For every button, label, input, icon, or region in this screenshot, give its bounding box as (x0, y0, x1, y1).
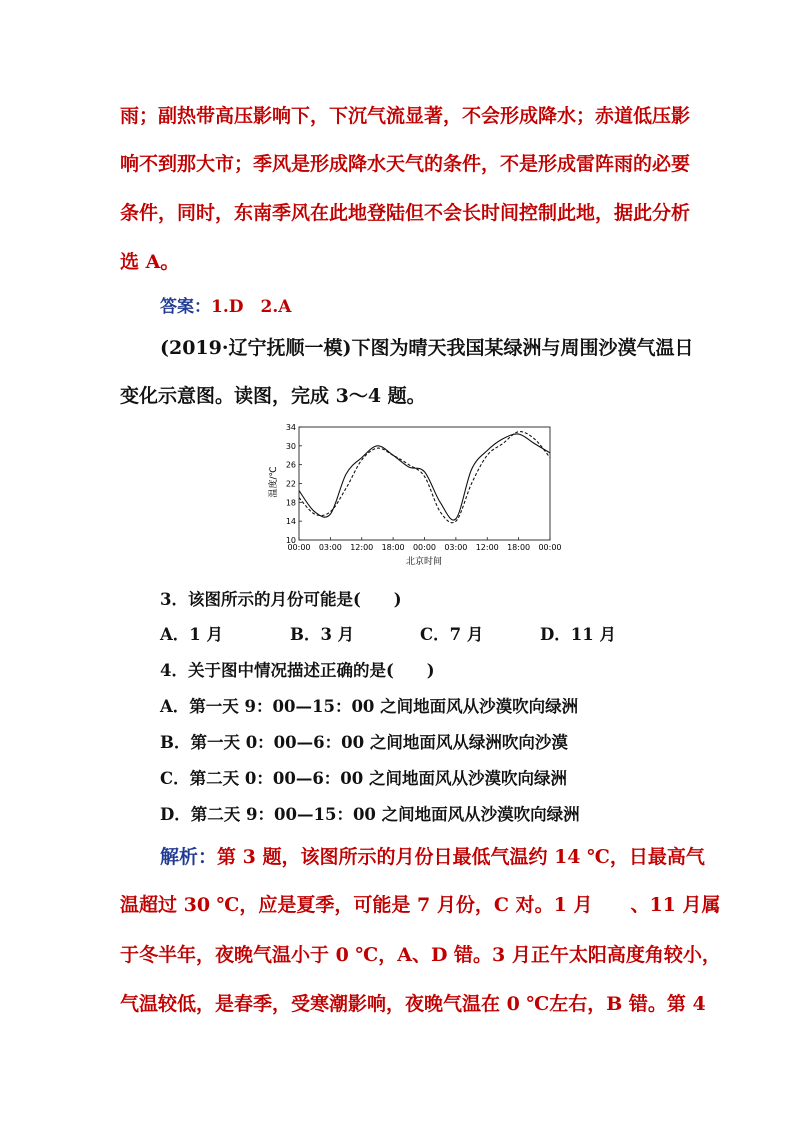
series-dashed-line (299, 432, 550, 523)
q3-option-c: C．7 月 (420, 625, 484, 644)
x-tick-label: 03:00 (444, 543, 468, 552)
q3-stem: 3．该图所示的月份可能是( ) (160, 590, 402, 609)
q3-option-a: A．1 月 (160, 625, 224, 644)
y-tick-label: 30 (285, 441, 296, 451)
intro-line-2: 变化示意图。读图，完成 3～4 题。 (120, 385, 426, 407)
analysis-prev-line-2: 响不到那大市；季风是形成降水天气的条件，不是形成雷阵雨的必要 (120, 153, 691, 175)
y-tick-label: 14 (285, 517, 296, 527)
chart-axes (286, 423, 562, 552)
analysis-prev-line-1: 雨；副热带高压影响下，下沉气流显著，不会形成降水；赤道低压影 (120, 105, 691, 127)
x-tick-label: 18:00 (507, 543, 531, 552)
plot-frame (299, 427, 550, 540)
q3-option-b: B．3 月 (290, 625, 355, 644)
answer-label: 答案： (160, 297, 211, 317)
y-tick-label: 34 (285, 423, 296, 432)
analysis-text-1: 第 3 题，该图所示的月份日最低气温约 14 ℃，日最高气 (217, 846, 705, 868)
x-tick-label: 00:00 (287, 543, 311, 552)
x-axis-label: 北京时间 (405, 557, 443, 567)
analysis-prev-line-4: 选 A。 (120, 251, 180, 273)
analysis-line-2: 温超过 30 ℃，应是夏季，可能是 7 月份，C 对。1 月 、11 月属 (120, 894, 721, 916)
analysis-line-4: 气温较低，是春季，受寒潮影响，夜晚气温在 0 ℃左右，B 错。第 4 (120, 993, 706, 1015)
analysis-line-1 (160, 842, 705, 869)
intro-line-1: (2019·辽宁抚顺一模)下图为晴天我国某绿洲与周围沙漠气温日 (160, 337, 694, 359)
y-tick-label: 18 (285, 498, 296, 508)
q4-option-a: A．第一天 9：00—15：00 之间地面风从沙漠吹向绿洲 (160, 697, 579, 716)
q4-option-d: D．第二天 9：00—15：00 之间地面风从沙漠吹向绿洲 (160, 805, 580, 824)
analysis-line-3: 于冬半年，夜晚气温小于 0 ℃，A、D 错。3 月正午太阳高度角较小， (120, 944, 721, 966)
x-tick-label: 00:00 (538, 543, 562, 552)
analysis-label: 解析： (160, 846, 218, 868)
y-axis-label: 温度/℃ (269, 466, 279, 498)
x-tick-label: 00:00 (412, 543, 437, 552)
y-tick-label: 26 (285, 460, 296, 470)
q4-stem: 4．关于图中情况描述正确的是( ) (160, 661, 435, 680)
x-tick-label: 18:00 (381, 543, 405, 552)
q4-option-b: B．第一天 0：00—6：00 之间地面风从绿洲吹向沙漠 (160, 733, 568, 752)
y-tick-label: 22 (285, 479, 296, 489)
answer-line (160, 292, 291, 317)
chart-series (299, 432, 550, 523)
y-tick-label: 10 (285, 536, 296, 545)
x-tick-label: 03:00 (318, 543, 342, 552)
answer-value: 1.D 2.A (211, 297, 292, 317)
q3-option-d: D．11 月 (540, 625, 617, 644)
q4-option-c: C．第二天 0：00—6：00 之间地面风从沙漠吹向绿洲 (160, 769, 568, 788)
analysis-prev-line-3: 条件，同时，东南季风在此地登陆但不会长时间控制此地，据此分析 (120, 202, 691, 224)
temperature-chart (265, 418, 565, 568)
x-tick-label: 12:00 (350, 543, 374, 552)
x-tick-label: 12:00 (475, 543, 499, 552)
